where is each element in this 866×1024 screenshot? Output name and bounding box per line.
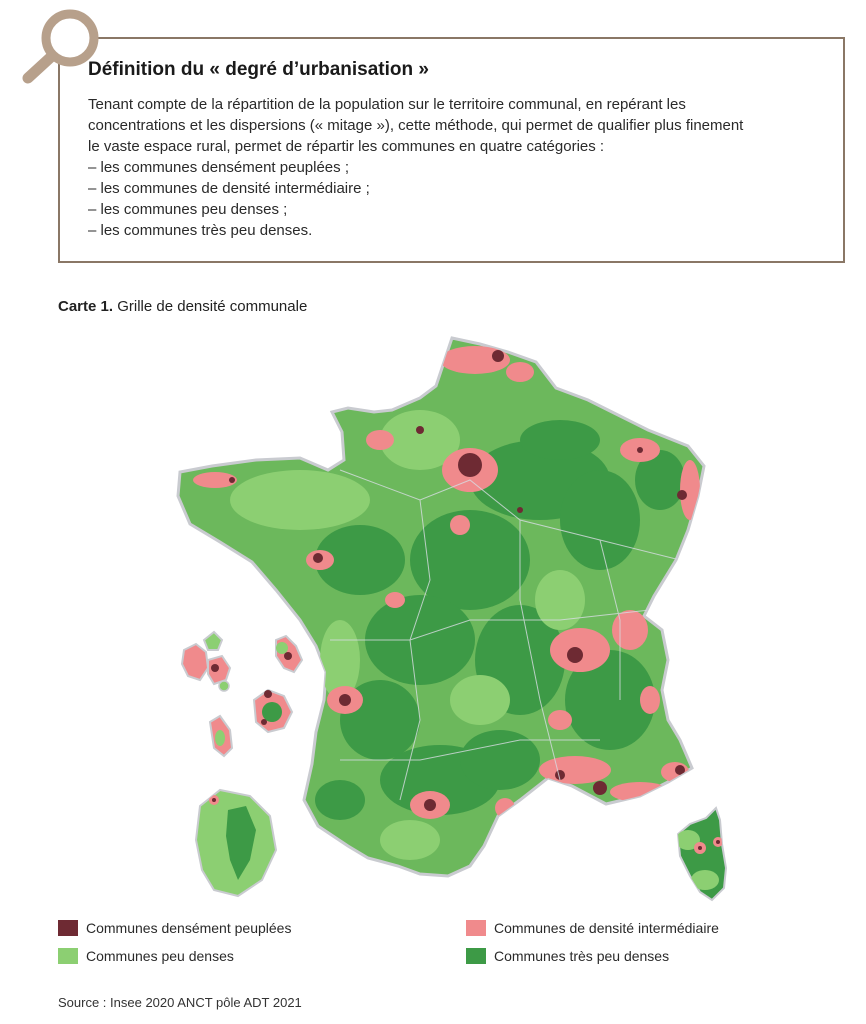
mainland-france xyxy=(178,338,704,876)
definition-box xyxy=(58,37,845,263)
corsica xyxy=(676,808,726,900)
map-caption-number: Carte 1. xyxy=(58,298,114,315)
legend-label-low: Communes peu denses xyxy=(86,948,234,964)
guadeloupe xyxy=(182,632,230,691)
legend-swatch-low xyxy=(58,948,78,964)
definition-intro-line: Tenant compte de la répartition de la population sur le territoire communal, en repérant les xyxy=(88,96,686,113)
legend-item-dense xyxy=(58,920,291,936)
map-caption xyxy=(58,298,307,315)
category-item: – les communes de densité intermédiaire ; xyxy=(88,180,370,197)
definition-title: Définition du « degré d’urbanisation » xyxy=(88,59,429,80)
category-item: – les communes peu denses ; xyxy=(88,201,288,218)
legend-swatch-dense xyxy=(58,920,78,936)
definition-intro-line: concentrations et les dispersions (« mitage »), cette méthode, qui permet de qualifier plus finement xyxy=(88,117,744,134)
legend-item-intermediate xyxy=(466,920,719,936)
category-item: – les communes densément peuplées ; xyxy=(88,159,349,176)
density-map xyxy=(0,325,866,905)
legend-swatch-intermediate xyxy=(466,920,486,936)
map-legend xyxy=(58,920,818,980)
source-note: Source : Insee 2020 ANCT pôle ADT 2021 xyxy=(58,995,302,1010)
definition-body xyxy=(88,94,823,241)
category-item: – les communes très peu denses. xyxy=(88,222,313,239)
mayotte xyxy=(210,716,232,756)
legend-item-low xyxy=(58,948,234,964)
guyane xyxy=(196,790,276,896)
reunion xyxy=(254,690,292,732)
map-caption-title: Grille de densité communale xyxy=(113,298,308,315)
martinique xyxy=(276,636,302,672)
legend-label-intermediate: Communes de densité intermédiaire xyxy=(494,920,719,936)
legend-item-very-low xyxy=(466,948,669,964)
magnifier-icon xyxy=(12,4,104,86)
legend-swatch-very-low xyxy=(466,948,486,964)
legend-label-dense: Communes densément peuplées xyxy=(86,920,292,936)
legend-label-very-low: Communes très peu denses xyxy=(494,948,670,964)
category-list xyxy=(88,157,823,241)
definition-intro-line: le vaste espace rural, permet de répartir les communes en quatre catégories : xyxy=(88,138,605,155)
